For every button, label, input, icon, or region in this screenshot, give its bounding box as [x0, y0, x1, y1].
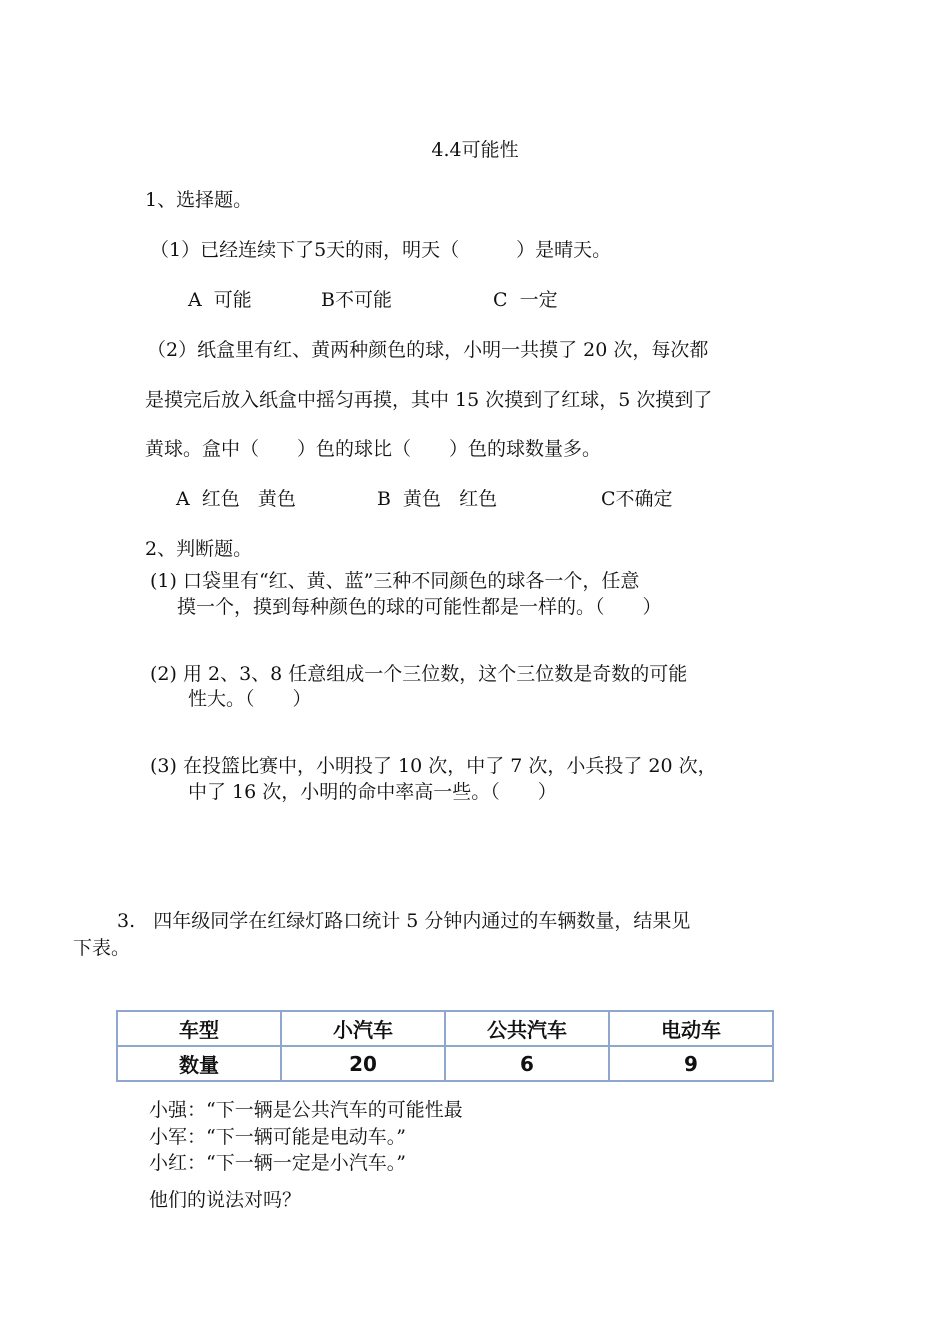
q2-option-c: C不确定 [601, 488, 673, 510]
judge-item-1-line-2: 摸一个，摸到每种颜色的球的可能性都是一样的。（ ） [177, 596, 662, 618]
final-question: 他们的说法对吗？ [149, 1189, 302, 1211]
section3-line-2: 下表。 [73, 937, 131, 959]
section1-heading: 1、选择题。 [145, 189, 253, 211]
table-header-row [117, 1011, 773, 1046]
judge-item-2-line-1: (2) 用 2、3、8 任意组成一个三位数，这个三位数是奇数的可能 [150, 663, 688, 685]
judge-item-3-line-1: (3) 在投篮比赛中，小明投了 10 次，中了 7 次，小兵投了 20 次， [150, 755, 717, 777]
statement-xiaojun: 小军：“下一辆可能是电动车。” [149, 1126, 406, 1148]
section2-heading: 2、判断题。 [145, 538, 253, 560]
q2-option-a: A 红色 黄色 [176, 488, 296, 510]
table-cell: 9 [609, 1046, 773, 1081]
judge-item-1-line-1: (1) 口袋里有“红、黄、蓝”三种不同颜色的球各一个，任意 [150, 570, 640, 592]
section3-line-1: 3. 四年级同学在红绿灯路口统计 5 分钟内通过的车辆数量，结果见 [117, 910, 691, 932]
table-cell: 数量 [117, 1046, 281, 1081]
vehicle-count-table [116, 1010, 774, 1082]
q1-option-a: A 可能 [188, 289, 252, 311]
table-row [117, 1046, 773, 1081]
statement-xiaoqiang: 小强：“下一辆是公共汽车的可能性最 [149, 1099, 463, 1121]
table-header-cell: 车型 [117, 1011, 281, 1046]
q2-line-2: 是摸完后放入纸盒中摇匀再摸，其中 15 次摸到了红球，5 次摸到了 [145, 389, 713, 411]
q1-option-b: B不可能 [321, 289, 392, 311]
q1-text: （1）已经连续下了5天的雨，明天（ ）是晴天。 [150, 239, 612, 261]
q2-line-3: 黄球。盒中（ ）色的球比（ ）色的球数量多。 [145, 438, 602, 460]
judge-item-2-line-2: 性大。（ ） [188, 688, 312, 710]
judge-item-3-line-2: 中了 16 次，小明的命中率高一些。（ ） [188, 781, 557, 803]
q1-option-c: C 一定 [493, 289, 558, 311]
table-header-cell: 小汽车 [281, 1011, 445, 1046]
page-title: 4.4可能性 [431, 139, 519, 161]
table-header-cell: 电动车 [609, 1011, 773, 1046]
table-header-cell: 公共汽车 [445, 1011, 609, 1046]
table-cell: 6 [445, 1046, 609, 1081]
q2-option-b: B 黄色 红色 [377, 488, 498, 510]
table-cell: 20 [281, 1046, 445, 1081]
statement-xiaohong: 小红：“下一辆一定是小汽车。” [149, 1152, 406, 1174]
q2-line-1: （2）纸盒里有红、黄两种颜色的球，小明一共摸了 20 次，每次都 [147, 339, 709, 361]
